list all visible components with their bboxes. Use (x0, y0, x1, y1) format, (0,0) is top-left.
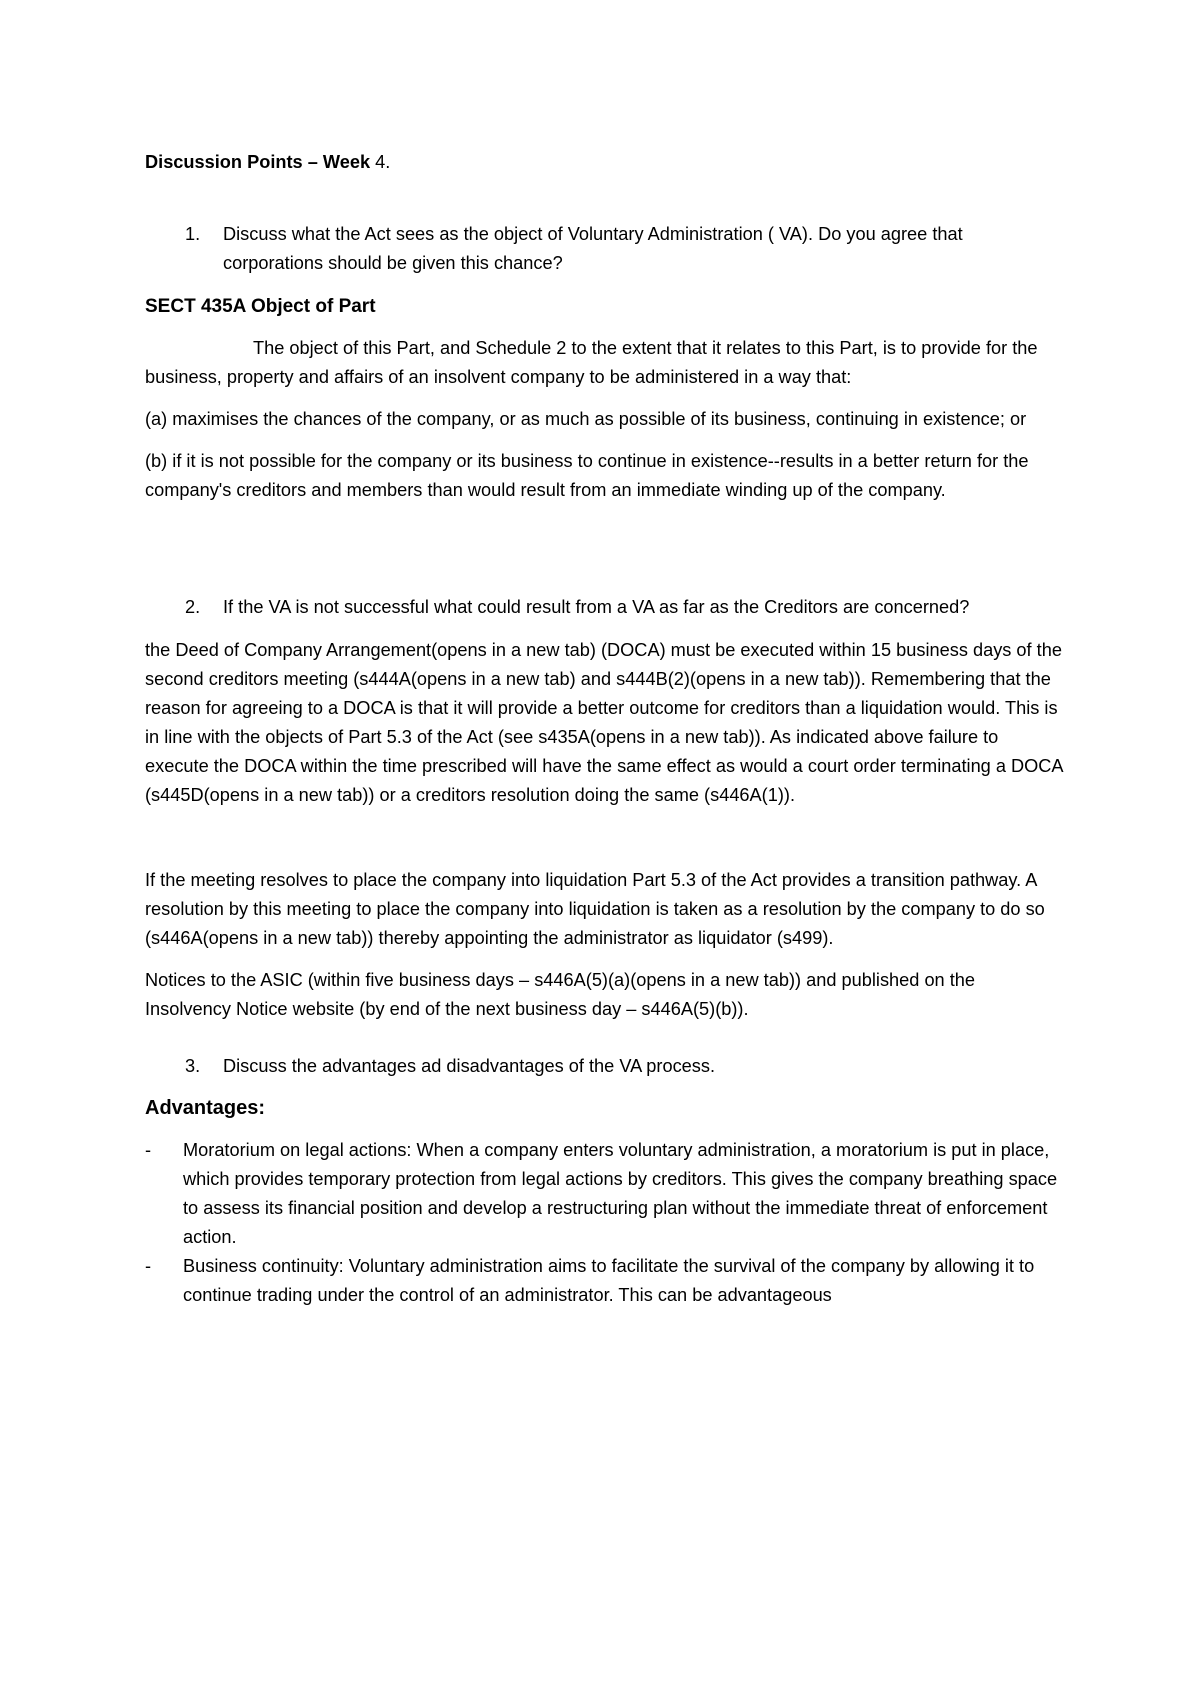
document-title (145, 148, 1065, 177)
list-item (145, 1252, 1065, 1310)
title-week-number: 4. (375, 152, 391, 172)
section-heading: SECT 435A Object of Part (145, 296, 376, 317)
bullet-dash: - (145, 1256, 152, 1276)
document-body (145, 148, 1065, 1310)
section-point-b: (b) if it is not possible for the company or its business to continue in existence--results in a better return for the company's creditors and members than would result from an immediate winding up of the company. (145, 451, 1029, 500)
advantages-list (145, 1136, 1065, 1310)
advantage-text: Moratorium on legal actions: When a company enters voluntary administration, a moratorium is put in place, which provides temporary protection from legal actions by creditors. This gives the company breathing space to assess its financial position and develop a restructuring plan without the immediate threat of enforcement action. (183, 1140, 1058, 1247)
question-2-number: 2. (185, 597, 201, 617)
question-2-answer: the Deed of Company Arrangement(opens in a new tab) (DOCA) must be executed within 15 business days of the second creditors meeting (s444A(opens in a new tab) and s444B(2)(opens in a new tab)). Remembering that the reason for agreeing to a DOCA is that it will provide a better outcome for creditors than a liquidation would. This is in line with the objects of Part 5.3 of the Act (see s435A(opens in a new tab)). As indicated above failure to execute the DOCA within the time prescribed will have the same effect as would a court order terminating a DOCA (s445D(opens in a new tab)) or a creditors resolution doing the same (s446A(1)). (145, 640, 1063, 805)
question-1 (145, 220, 1065, 278)
question-2 (145, 593, 1065, 622)
question-3-text: Discuss the advantages ad disadvantages of the VA process. (223, 1056, 716, 1076)
question-1-number: 1. (185, 224, 201, 244)
list-item (145, 1136, 1065, 1252)
advantages-heading: Advantages: (145, 1097, 266, 1119)
section-intro: The object of this Part, and Schedule 2 to the extent that it relates to this Part, is to provide for the business, property and affairs of an insolvent company to be administered in a way that: (145, 338, 1038, 387)
liquidation-paragraph: If the meeting resolves to place the company into liquidation Part 5.3 of the Act provides a transition pathway. A resolution by this meeting to place the company into liquidation is taken as a resolution by the company to do so (s446A(opens in a new tab)) thereby appointing the administrator as liquidator (s499). (145, 870, 1045, 948)
question-3-number: 3. (185, 1056, 201, 1076)
title-text: Discussion Points – Week (145, 152, 376, 172)
notices-paragraph: Notices to the ASIC (within five business days – s446A(5)(a)(opens in a new tab)) and published on the Insolvency Notice website (by end of the next business day – s446A(5)(b)). (145, 970, 976, 1019)
question-2-text: If the VA is not successful what could result from a VA as far as the Creditors are concerned? (223, 597, 970, 617)
advantage-text: Business continuity: Voluntary administration aims to facilitate the survival of the company by allowing it to continue trading under the control of an administrator. This can be advantageous (183, 1256, 1035, 1305)
section-point-a: (a) maximises the chances of the company, or as much as possible of its business, continuing in existence; or (145, 409, 1027, 429)
bullet-dash: - (145, 1140, 152, 1160)
question-3 (145, 1052, 1065, 1081)
question-1-text: Discuss what the Act sees as the object of Voluntary Administration ( VA). Do you agree that corporations should be given this chance? (223, 224, 963, 273)
